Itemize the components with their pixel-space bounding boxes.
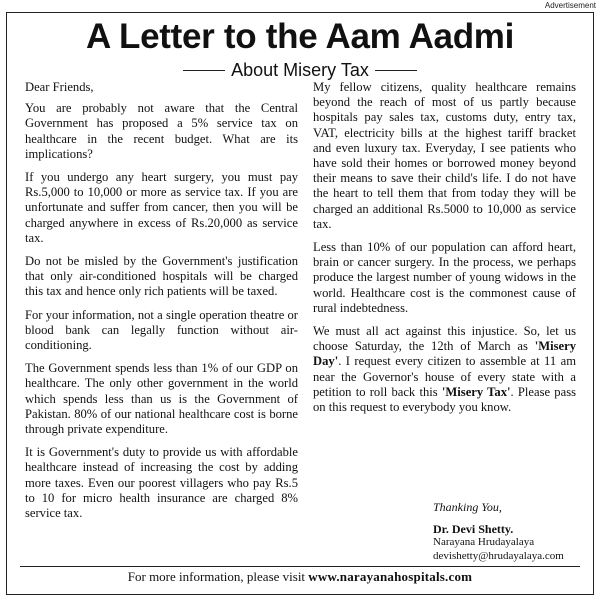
closing: Thanking You, (433, 500, 502, 514)
organization: Narayana Hrudayalaya (433, 536, 535, 548)
paragraph-call-to-action (313, 324, 576, 415)
subheadline (0, 60, 600, 80)
misery-day: 'Misery Day' (313, 339, 576, 369)
subheadline-rule-right (375, 70, 417, 71)
paragraph-operation-theatre: For your information, not a single operation theatre or blood bank can legally function without air-conditioning. (25, 307, 298, 353)
paragraph-gdp-spending: The Government spends less than 1% of our GDP on healthcare. The only other government in the world which spends less than us is the Government of Pakistan. 80% of our national healthcare cost is borne through private expenditure. (25, 361, 298, 437)
footer-text: For more information, please visit (127, 569, 309, 584)
salutation: Dear Friends, (25, 80, 94, 94)
paragraph-service-tax: You are probably not aware that the Central Government has proposed a 5% service tax on healthcare in the recent budget. What are its implications? (25, 101, 298, 161)
website-link[interactable]: www.narayanahospitals.com (308, 569, 473, 584)
right-column (313, 80, 576, 423)
paragraph-surgery-cost: If you undergo any heart surgery, you must pay Rs.5,000 to 10,000 or more as service tax. If you are unfortunate and suffer from cancer, then you will be charged anywhere in excess of Rs.20,000 as service tax. (25, 170, 298, 245)
left-column (25, 80, 298, 529)
footer-divider (20, 566, 580, 567)
paragraph-fellow-citizens: My fellow citizens, quality healthcare remains beyond the reach of most of us partly because hospitals pay sales tax, customs duty, entry tax, VAT, electricity bills at the highest tariff bracket and even luxury tax. Everyday, I see patients who have sold their homes or borrowed money beyond their means to save their child's life. I do not have the heart to tell them that from today they will be charged an additional Rs.5000 to 10,000 as service tax. (313, 80, 576, 231)
cta-part-2: . I request every citizen to assemble at 11 am near the Governor's house of every state with a petition to roll back this (313, 354, 576, 399)
subheadline-rule-left (183, 70, 225, 71)
subheadline-text: About Misery Tax (231, 60, 369, 80)
cta-part-3: . Please pass on this request to everybody you know. (313, 384, 576, 415)
advertisement-label: Advertisement (544, 1, 596, 10)
signature-block (433, 501, 593, 563)
headline: A Letter to the Aam Aadmi (85, 17, 515, 56)
paragraph-government-duty: It is Government's duty to provide us with affordable healthcare instead of increasing the cost by adding more taxes. Even our poorest villagers who pay Rs.5 to 10 for micro health insurance are charged 8% service tax. (25, 445, 298, 521)
paragraph-air-conditioned: Do not be misled by the Government's justification that only air-conditioned hospitals will be charged this tax and hence only rich patients will be taxed. (25, 254, 298, 299)
footer (0, 569, 600, 585)
cta-part-1: We must all act against this injustice. So, let us choose Saturday, the 12th of March as (313, 324, 576, 354)
email: devishetty@hrudayalaya.com (433, 549, 564, 562)
misery-tax: 'Misery Tax' (441, 384, 511, 399)
paragraph-population: Less than 10% of our population can afford heart, brain or cancer surgery. In the process, we perhaps produce the largest number of young widows in the world. Healthcare cost is the commonest cause of rural indebtedness. (313, 240, 576, 315)
signatory-name: Dr. Devi Shetty. (433, 521, 514, 536)
